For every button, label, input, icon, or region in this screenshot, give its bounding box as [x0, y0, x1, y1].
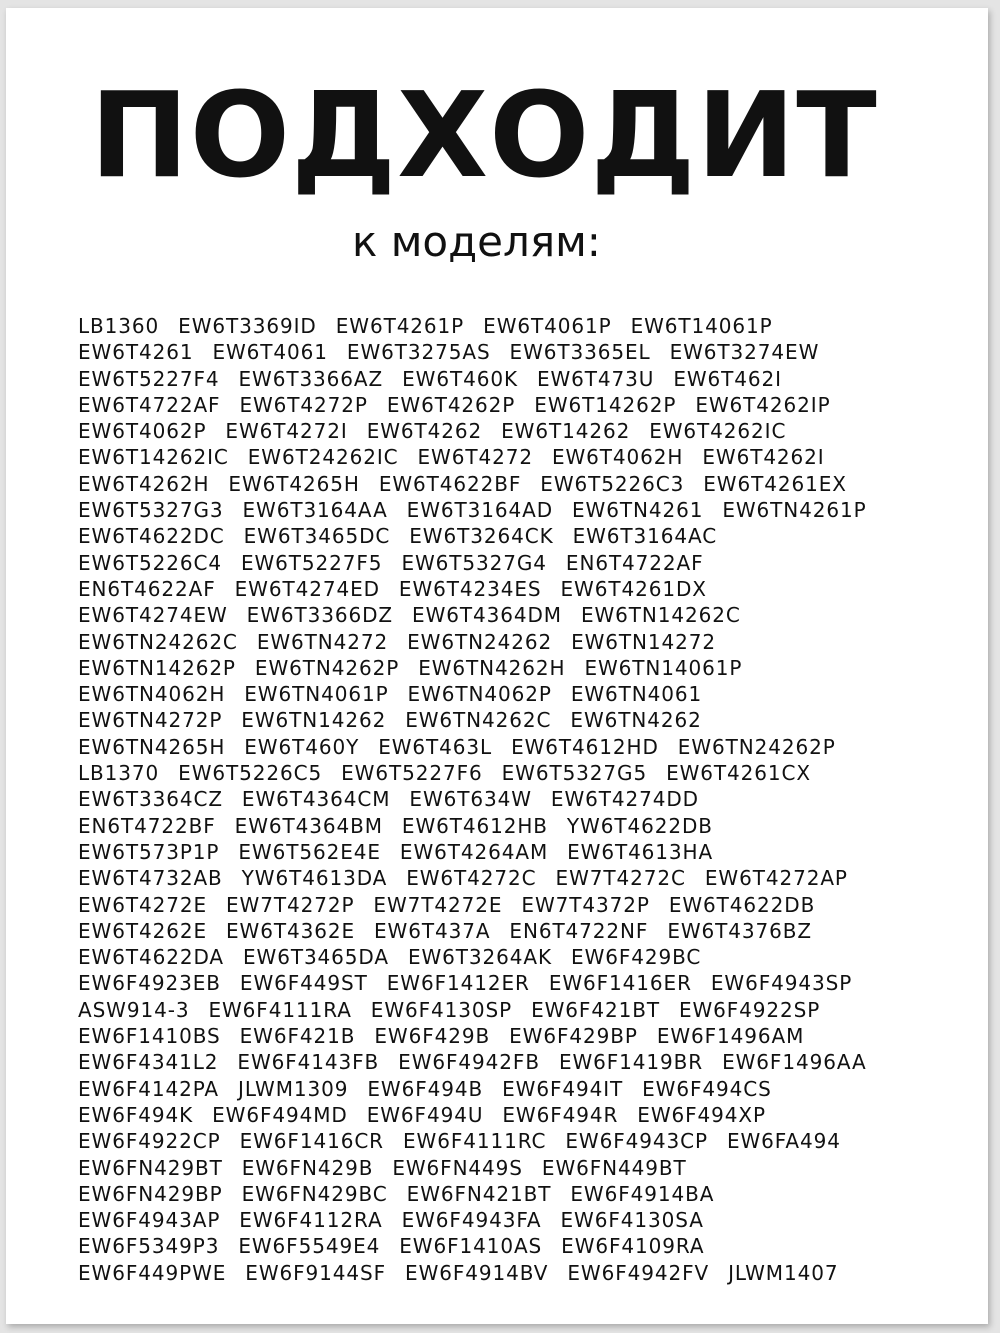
model-row	[78, 813, 958, 839]
model-number: EN6T4722AF	[565, 550, 704, 575]
model-row	[78, 707, 958, 733]
model-number: EW6T4262P	[386, 392, 516, 417]
model-number: EW6T4613HA	[567, 839, 714, 864]
model-number: EW6T4364CM	[241, 787, 391, 812]
model-row	[78, 339, 958, 365]
model-number: EW6T5327G5	[501, 761, 648, 786]
model-number: EW6T5226C5	[178, 761, 323, 786]
model-number: EW6F4142PA	[78, 1076, 220, 1101]
model-number: EW6FN449BT	[541, 1155, 687, 1180]
model-number: EW6T4272E	[78, 892, 207, 917]
model-number: EW6T4062H	[551, 445, 684, 470]
model-number: EW6T4274EW	[78, 603, 228, 628]
model-number: EW7T4272E	[373, 892, 503, 917]
model-row	[78, 471, 958, 497]
model-row	[78, 1128, 958, 1154]
model-number: EW6TN4262P	[254, 655, 400, 680]
model-number: EW6F5549E4	[238, 1234, 381, 1259]
model-number: EW6F494IT	[502, 1076, 624, 1101]
model-number: LB1370	[78, 761, 160, 786]
model-number: EW6F494R	[502, 1102, 619, 1127]
model-number: EW7T4272C	[555, 866, 686, 891]
model-number: EW7T4272P	[226, 892, 355, 917]
model-number: EW6F4922CP	[78, 1129, 221, 1154]
model-number: EW6T14061P	[630, 314, 773, 338]
model-number: EW6T5227F5	[240, 550, 383, 575]
model-row	[78, 760, 958, 786]
model-number: EW6T3164AA	[242, 498, 388, 523]
model-number: EW6T4262I	[702, 445, 825, 470]
model-row	[78, 997, 958, 1023]
model-number: EW6TN4272P	[78, 708, 223, 733]
model-number: EW6T4265H	[228, 471, 360, 496]
page-title: ПОДХОДИТ	[90, 66, 878, 204]
model-number: EW6TN4262C	[405, 708, 552, 733]
model-number: EW6F9144SF	[245, 1260, 387, 1285]
model-number: EW6T463L	[378, 734, 493, 759]
model-number: EW6F4143FB	[237, 1050, 380, 1075]
model-number: EW6TN14262C	[580, 603, 741, 628]
model-number: EW6FN429B	[241, 1155, 374, 1180]
model-row	[78, 1102, 958, 1128]
model-number: EW6F4130SP	[370, 997, 513, 1022]
model-row	[78, 839, 958, 865]
model-number: EW6F421B	[239, 1024, 356, 1049]
model-number: EW6F421BT	[531, 997, 660, 1022]
model-number: EW6T4612HB	[401, 813, 548, 838]
model-number: EW6F4112RA	[239, 1208, 383, 1233]
model-number: EW6T4272C	[406, 866, 537, 891]
model-number: EW6F4109RA	[561, 1234, 705, 1259]
model-row	[78, 1049, 958, 1075]
model-number: EW6FN429BP	[78, 1181, 223, 1206]
model-number: EW6T634W	[409, 787, 532, 812]
model-number: EW6T4722AF	[78, 392, 221, 417]
model-number: EW6T14262IC	[78, 445, 229, 470]
model-number: EW6T4261CX	[666, 761, 812, 786]
model-number: EW6F4943FA	[401, 1208, 542, 1233]
model-number: EW6F4922SP	[678, 997, 821, 1022]
page-subtitle: к моделям:	[352, 217, 601, 266]
model-number: EW6F4914BA	[570, 1181, 715, 1206]
model-number: ASW914-3	[78, 997, 190, 1022]
model-row	[78, 392, 958, 418]
model-number: EW6TN4272	[256, 629, 389, 654]
model-number: EW6T3364CZ	[78, 787, 223, 812]
model-number: EN6T4622AF	[78, 576, 216, 601]
model-row	[78, 865, 958, 891]
model-number: EW6F429BC	[571, 945, 702, 970]
model-number: EW6T4262IC	[649, 419, 787, 444]
model-number: EW6F4341L2	[78, 1050, 219, 1075]
model-number: EW6F494CS	[642, 1076, 772, 1101]
model-number: EW6TN4262H	[418, 655, 566, 680]
model-number: EW6TN24262P	[677, 734, 836, 759]
model-number: EW6F4942FV	[567, 1260, 710, 1285]
model-number: EW6T4274DD	[550, 787, 699, 812]
model-number: EW6F1416ER	[548, 971, 692, 996]
model-number: YW6T4622DB	[566, 813, 713, 838]
model-row	[78, 786, 958, 812]
model-number: EW6F4943SP	[710, 971, 853, 996]
model-number: EW6T4612HD	[511, 734, 659, 759]
model-row	[78, 1023, 958, 1049]
model-row	[78, 1076, 958, 1102]
model-row	[78, 418, 958, 444]
model-number: JLWM1309	[238, 1076, 349, 1101]
model-number: EW6T3366AZ	[238, 366, 384, 391]
model-number: EW6F1412ER	[386, 971, 530, 996]
model-number: EW6T4261DX	[560, 576, 707, 601]
model-number: EW6T4622DA	[78, 945, 224, 970]
model-number: EW6F494MD	[212, 1102, 348, 1127]
model-number: EW6FN429BC	[241, 1181, 388, 1206]
model-number: EW6TN4262	[570, 708, 702, 733]
model-row	[78, 366, 958, 392]
model-number: EW7T4372P	[521, 892, 650, 917]
model-number: EW6TN24262C	[78, 629, 238, 654]
model-row	[78, 313, 958, 339]
model-number: EW6FN429BT	[78, 1155, 223, 1180]
model-row	[78, 944, 958, 970]
model-number: EW6T4262E	[78, 918, 207, 943]
model-number: EW6F449PWE	[78, 1260, 227, 1285]
model-number: EW6TN4061P	[244, 682, 389, 707]
model-row	[78, 1207, 958, 1233]
model-number: EW6T4262H	[78, 471, 210, 496]
model-number: EW6T3465DA	[242, 945, 389, 970]
model-number: EW6TN4061	[570, 682, 703, 707]
model-row	[78, 497, 958, 523]
model-row	[78, 681, 958, 707]
model-row	[78, 1155, 958, 1181]
model-row	[78, 444, 958, 470]
model-number: EW6TN24262	[407, 629, 553, 654]
model-number: EW6F1496AA	[722, 1050, 867, 1075]
model-number: EW6T3164AD	[406, 498, 553, 523]
model-number: EW6F429BP	[509, 1024, 638, 1049]
model-number: JLWM1407	[728, 1260, 839, 1285]
model-number: EW6T4272I	[225, 419, 348, 444]
model-number: EW6T5227F4	[78, 366, 220, 391]
model-number: EW6T3366DZ	[246, 603, 394, 628]
model-number: YW6T4613DA	[241, 866, 388, 891]
model-number: EW6T3465DC	[243, 524, 391, 549]
model-number: EW6T460Y	[244, 734, 360, 759]
model-row	[78, 629, 958, 655]
model-number: EW6F1410BS	[78, 1024, 221, 1049]
model-number: EW6T4364DM	[412, 603, 562, 628]
model-number: EW6T14262	[501, 419, 631, 444]
model-number: EW6T5227F6	[341, 761, 483, 786]
model-number: EW6T5327G4	[401, 550, 547, 575]
model-number: EW6T4264AM	[399, 839, 549, 864]
model-number: EW6T573P1P	[78, 839, 220, 864]
model-number: EW6TN14262	[241, 708, 387, 733]
model-number: EW6F494XP	[637, 1102, 766, 1127]
model-number: EW6F4130SA	[560, 1208, 704, 1233]
model-row	[78, 655, 958, 681]
model-number: EW6T4061P	[483, 314, 612, 338]
model-number: EW6T4261	[78, 340, 194, 365]
compatible-models-list	[78, 313, 958, 1286]
model-row	[78, 550, 958, 576]
model-number: EW6F449ST	[239, 971, 368, 996]
model-number: EW6FN421BT	[406, 1181, 552, 1206]
model-number: LB1360	[78, 314, 160, 338]
model-number: EW6F4942FB	[398, 1050, 540, 1075]
model-number: EW6TN4261	[572, 498, 704, 523]
product-sheet	[6, 8, 988, 1324]
model-number: EW6T3275AS	[346, 340, 491, 365]
model-number: EW6FA494	[726, 1129, 841, 1154]
model-row	[78, 1181, 958, 1207]
model-row	[78, 1260, 958, 1286]
model-number: EW6F4943AP	[78, 1208, 221, 1233]
model-number: EW6F1496AM	[656, 1024, 805, 1049]
model-number: EW6T4274ED	[234, 576, 380, 601]
model-number: EW6TN14262P	[78, 655, 236, 680]
model-number: EW6T3274EW	[669, 340, 820, 365]
model-number: EW6TN4265H	[78, 734, 226, 759]
model-number: EW6T3264CK	[409, 524, 554, 549]
model-number: EW6T4622DB	[668, 892, 816, 917]
model-number: EN6T4722BF	[78, 813, 216, 838]
model-number: EW6T562E4E	[238, 839, 381, 864]
model-number: EW6F4943CP	[565, 1129, 708, 1154]
model-number: EN6T4722NF	[509, 918, 649, 943]
model-number: EW6F4923EB	[78, 971, 221, 996]
model-number: EW6T4376BZ	[667, 918, 813, 943]
model-row	[78, 734, 958, 760]
model-number: EW6TN14061P	[584, 655, 743, 680]
model-number: EW6TN4062P	[407, 682, 552, 707]
model-number: EW6T5327G3	[78, 498, 224, 523]
model-number: EW6T3164AC	[572, 524, 718, 549]
model-number: EW6T4262IP	[695, 392, 831, 417]
model-row	[78, 918, 958, 944]
model-number: EW6T24262IC	[247, 445, 399, 470]
model-number: EW6F1419BR	[558, 1050, 704, 1075]
model-row	[78, 970, 958, 996]
model-number: EW6F494K	[78, 1102, 194, 1127]
model-number: EW6T4732AB	[78, 866, 223, 891]
model-number: EW6T4262	[366, 419, 483, 444]
model-number: EW6TN4261P	[722, 498, 867, 523]
model-number: EW6T4261EX	[703, 471, 847, 496]
model-number: EW6T437A	[374, 918, 491, 943]
model-row	[78, 576, 958, 602]
model-number: EW6T4272AP	[704, 866, 848, 891]
model-number: EW6F5349P3	[78, 1234, 220, 1259]
model-number: EW6T3369ID	[178, 314, 317, 338]
model-number: EW6T3264AK	[407, 945, 553, 970]
model-number: EW6F4914BV	[405, 1260, 549, 1285]
model-row	[78, 1233, 958, 1259]
model-number: EW6T5226C3	[540, 471, 685, 496]
model-row	[78, 523, 958, 549]
model-row	[78, 602, 958, 628]
model-number: EW6T5226C4	[78, 550, 222, 575]
model-number: EW6T4261P	[335, 314, 465, 338]
model-number: EW6T460K	[402, 366, 518, 391]
model-number: EW6T473U	[536, 366, 655, 391]
model-number: EW6T4622BF	[378, 471, 522, 496]
model-number: EW6F1416CR	[239, 1129, 384, 1154]
model-number: EW6TN4062H	[78, 682, 226, 707]
model-number: EW6F4111RA	[208, 997, 352, 1022]
model-number: EW6FN449S	[392, 1155, 523, 1180]
model-number: EW6T4062P	[78, 419, 207, 444]
model-row	[78, 892, 958, 918]
model-number: EW6T3365EL	[509, 340, 651, 365]
model-number: EW6T4362E	[226, 918, 355, 943]
model-number: EW6F494U	[366, 1102, 484, 1127]
model-number: EW6T462I	[673, 366, 782, 391]
model-number: EW6T4234ES	[398, 576, 542, 601]
model-number: EW6T4272P	[239, 392, 368, 417]
model-number: EW6T4364BM	[234, 813, 383, 838]
model-number: EW6T4622DC	[78, 524, 225, 549]
model-number: EW6F429B	[374, 1024, 491, 1049]
model-number: EW6F494B	[367, 1076, 484, 1101]
model-number: EW6T14262P	[534, 392, 677, 417]
model-number: EW6F1410AS	[399, 1234, 543, 1259]
model-number: EW6TN14272	[571, 629, 717, 654]
model-number: EW6T4061	[212, 340, 328, 365]
model-number: EW6T4272	[417, 445, 533, 470]
model-number: EW6F4111RC	[402, 1129, 547, 1154]
